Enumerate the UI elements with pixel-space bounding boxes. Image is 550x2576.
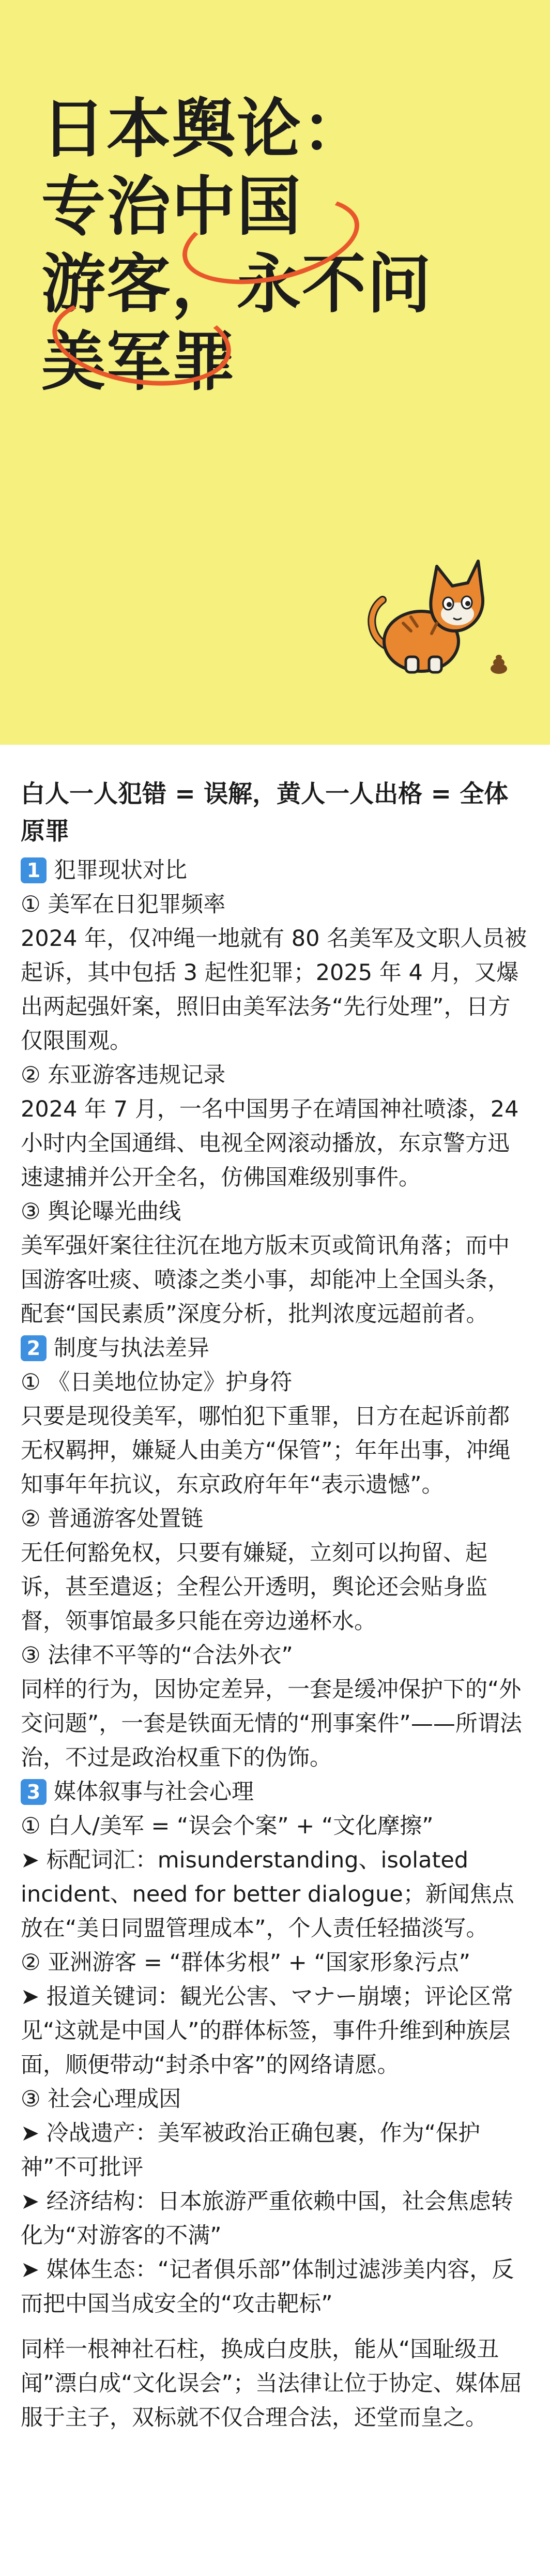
cover-title-line-4: 美军罪 — [41, 325, 237, 399]
paragraph-body: 美军强奸案往往沉在地方版末页或简讯角落；而中国游客吐痰、喷漆之类小事，却能冲上全国头条，配套“国民素质”深度分析，批判浓度远超前者。 — [21, 1233, 510, 1327]
bullet-item: ➤ 经济结构：日本旅游严重依赖中国，社会焦虑转化为“对游客的不满” — [21, 2189, 513, 2249]
section-title: 犯罪现状对比 — [54, 857, 187, 883]
number-3-badge-icon: 3 — [21, 1779, 47, 1805]
paragraph-title: ③ 社会心理成因 — [21, 2086, 181, 2112]
closing-paragraph: 同样一根神社石柱，换成白皮肤，能从“国耻级丑闻”漂白成“文化误会”；当法律让位于协定、媒体屈服于主子，双标就不仅合理合法，还堂而皇之。 — [21, 2337, 522, 2431]
paragraph-title: ① 美军在日犯罪频率 — [21, 892, 226, 917]
section-title: 媒体叙事与社会心理 — [54, 1779, 254, 1805]
number-2-badge-icon: 2 — [21, 1335, 47, 1361]
paragraph-body: 只要是现役美军，哪怕犯下重罪，日方在起诉前都无权羁押，嫌疑人由美方“保管”；年年出事，冲绳知事年年抗议，东京政府年年“表示遗憾”。 — [21, 1404, 511, 1498]
paragraph-body: 同样的行为，因协定差异，一套是缓冲保护下的“外交问题”，一套是铁面无情的“刑事案件”——所谓法治，不过是政治权重下的伪饰。 — [21, 1677, 522, 1771]
paragraph-body: 2024 年 7 月，一名中国男子在靖国神社喷漆，24 小时内全国通缉、电视全网滚动播放，东京警方迅速逮捕并公开全名，仿佛国难级别事件。 — [21, 1096, 519, 1191]
paragraph-title: ③ 法律不平等的“合法外衣” — [21, 1643, 293, 1668]
cover-title-line-3: 游客，永不问 — [41, 247, 433, 322]
paragraph-title: ② 亚洲游客 = “群体劣根” + “国家形象污点” — [21, 1950, 471, 1976]
paragraph-body: 2024 年，仅冲绳一地就有 80 名美军及文职人员被起诉，其中包括 3 起性犯罪；2025 年 4 月，又爆出两起强奸案，照旧由美军法务“先行处理”，日方仅限围观。 — [21, 926, 527, 1054]
paragraph-body: 无任何豁免权，只要有嫌疑，立刻可以拘留、起诉，甚至遣返；全程公开透明，舆论还会贴身监督，领事馆最多只能在旁边递杯水。 — [21, 1540, 487, 1634]
cover-image — [0, 0, 550, 745]
bullet-item: ➤ 冷战遗产：美军被政治正确包裹，作为“保护神”不可批评 — [21, 2120, 480, 2180]
cover-title-line-1: 日本舆论： — [41, 92, 368, 167]
number-1-badge-icon: 1 — [21, 857, 47, 883]
bullet-item: ➤ 标配词汇：misunderstanding、isolated incident、need for better dialogue；新闻焦点放在“美日同盟管理成本”，个人责任轻描淡写。 — [21, 1847, 514, 1941]
paragraph-title: ③ 舆论曝光曲线 — [21, 1199, 181, 1225]
cover-title-line-2: 专治中国 — [41, 170, 302, 244]
section-heading-2 — [21, 1331, 529, 1365]
article-headline: 白人一人犯错 = 误解，黄人一人出格 = 全体原罪 — [21, 780, 509, 846]
paragraph-title: ① 白人/美军 = “误会个案” + “文化摩擦” — [21, 1813, 434, 1839]
section-heading-3 — [21, 1775, 529, 1809]
section-title: 制度与执法差异 — [54, 1335, 209, 1361]
section-heading-1 — [21, 853, 529, 887]
paragraph-title: ② 普通游客处置链 — [21, 1506, 204, 1532]
paragraph-title: ② 东亚游客违规记录 — [21, 1062, 226, 1088]
paragraph-title: ① 《日美地位协定》护身符 — [21, 1369, 293, 1395]
cat-with-poop-icon — [359, 546, 514, 680]
article-body — [0, 745, 550, 2435]
bullet-item: ➤ 报道关键词：観光公害、マナー崩壊；评论区常见“这就是中国人”的群体标签，事件升维到种族层面，顺便带动“封杀中客”的网络请愿。 — [21, 1984, 513, 2078]
bullet-item: ➤ 媒体生态：“记者俱乐部”体制过滤涉美内容，反而把中国当成安全的“攻击靶标” — [21, 2257, 514, 2317]
